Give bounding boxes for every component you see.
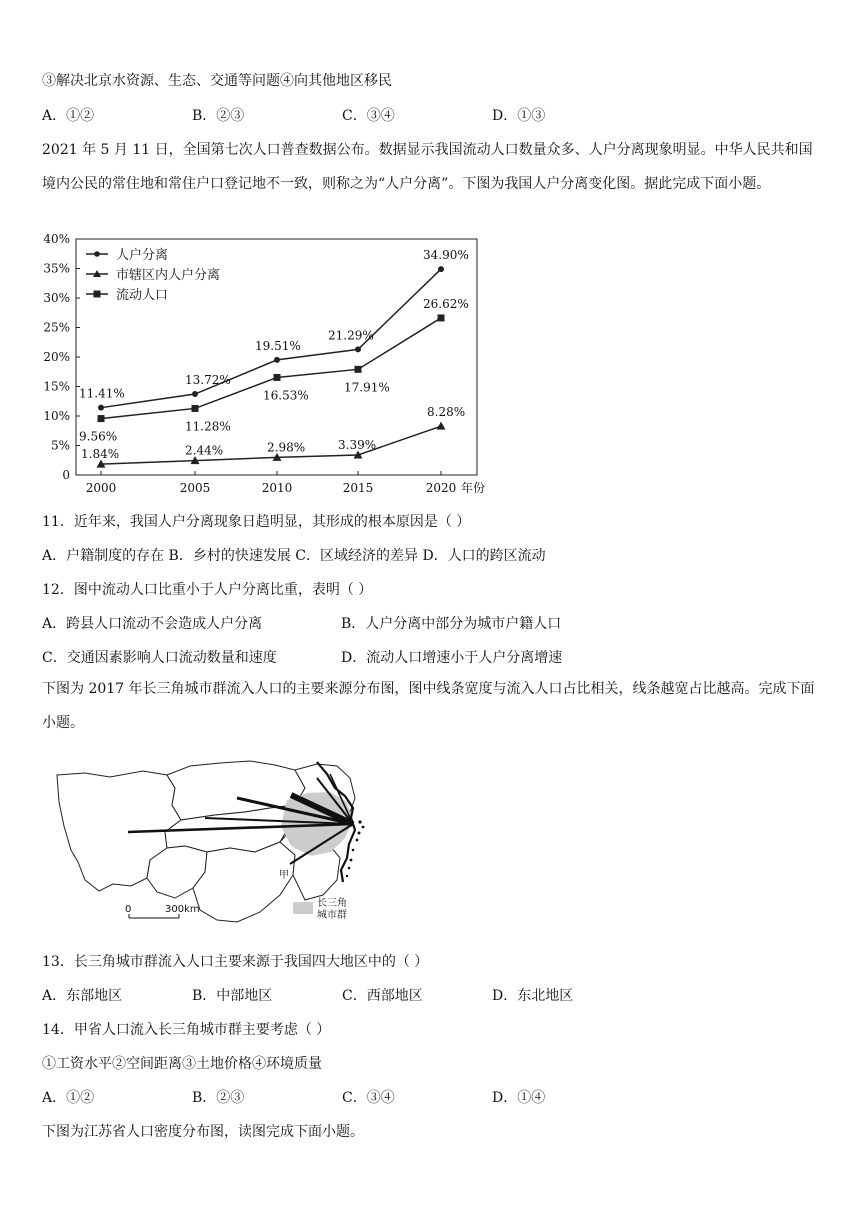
y-tick-label: 20%: [43, 350, 70, 364]
option-d[interactable]: D．①③: [492, 108, 546, 124]
data-label-separation: 34.90%: [423, 248, 469, 263]
question-10-items: ③解决北京水资源、生态、交通等问题④向其他地区移民: [42, 73, 392, 89]
map-outline-south-province: [193, 842, 295, 922]
legend: [86, 248, 220, 303]
legend-region-label-1: 长三角: [317, 898, 347, 909]
marker-separation: [355, 346, 361, 352]
marker-floating: [274, 374, 281, 381]
x-tick-label: 2000: [85, 481, 117, 494]
population-separation-chart: [40, 232, 510, 494]
y-axis: [43, 232, 80, 482]
legend-label-district-separation: 市辖区内人户分离: [116, 268, 221, 283]
x-axis: [86, 471, 485, 494]
option-a[interactable]: A．跨县人口流动不会造成人户分离: [42, 616, 263, 632]
y-tick-label: 25%: [43, 320, 70, 335]
option-b[interactable]: B．②③: [192, 108, 245, 124]
intro-paragraph-census: 2021 年 5 月 11 日，全国第七次人口普查数据公布。数据显示我国流动人口数量众多、人户分离现象明显。中华人民共和国境内公民的常住地和常住户口登记地不一致，则称之为“人户分离”。下图为我国人户分离变化图。据此完成下面小题。: [42, 142, 813, 192]
question-12-options-row2: [42, 647, 822, 667]
option-a[interactable]: A．①②: [42, 108, 95, 124]
question-14-items: ①工资水平②空间距离③土地价格④环境质量: [42, 1056, 322, 1072]
legend-label-separation: 人户分离: [116, 248, 169, 263]
data-label-floating: 17.91%: [344, 380, 390, 395]
x-axis-unit: 年份: [461, 481, 486, 494]
scale-zero-label: 0: [125, 904, 132, 915]
question-14: 14．甲省人口流入长三角城市群主要考虑（ ）: [42, 1022, 331, 1038]
data-label-floating: 9.56%: [79, 429, 118, 444]
question-10-options: [42, 105, 822, 125]
option-b[interactable]: B．人户分离中部分为城市户籍人口: [341, 616, 562, 632]
map-legend: [293, 896, 347, 921]
option-a[interactable]: A．东部地区: [42, 988, 123, 1004]
question-12-options-row1: [42, 613, 822, 633]
marker-floating: [98, 415, 105, 422]
y-tick-label: 10%: [43, 409, 70, 423]
question-14-options: [42, 1087, 822, 1107]
marker-separation: [98, 405, 104, 411]
question-11-options[interactable]: A．户籍制度的存在 B．乡村的快速发展 C．区域经济的差异 D．人口的跨区流动: [42, 548, 546, 564]
x-tick-label: 2015: [342, 481, 374, 494]
option-d[interactable]: D．东北地区: [492, 988, 574, 1004]
legend-circle-marker: [94, 251, 100, 257]
marker-floating: [355, 366, 362, 373]
y-tick-label: 15%: [43, 379, 70, 394]
marker-separation: [438, 266, 444, 272]
data-label-separation: 19.51%: [255, 338, 301, 353]
data-label-separation: 21.29%: [328, 328, 374, 343]
yangtze-delta-inflow-map: [55, 760, 385, 930]
question-12: 12．图中流动人口比重小于人户分离比重，表明（ ）: [42, 582, 373, 598]
option-c[interactable]: C．交通因素影响人口流动数量和速度: [42, 650, 277, 666]
scale-distance-label: 300km: [165, 904, 200, 915]
y-tick-label: 5%: [50, 438, 70, 453]
data-label-separation: 13.72%: [185, 373, 231, 388]
data-label-floating: 26.62%: [423, 296, 469, 311]
option-c[interactable]: C．西部地区: [342, 988, 423, 1004]
y-tick-label: 0: [62, 468, 70, 482]
option-a[interactable]: A．①②: [42, 1090, 95, 1106]
marker-district-separation: [437, 422, 446, 430]
intro-paragraph-yangtze: 下图为 2017 年长三角城市群流入人口的主要来源分布图，图中线条宽度与流入人口占比相关，线条越宽占比越高。完成下面小题。: [42, 681, 815, 731]
province-jia-label: 甲: [279, 870, 289, 881]
option-b[interactable]: B．②③: [192, 1090, 245, 1106]
y-tick-label: 30%: [43, 291, 70, 305]
legend-square-marker: [94, 291, 101, 298]
data-label-district-separation: 8.28%: [427, 405, 466, 420]
option-d[interactable]: D．①④: [492, 1090, 546, 1106]
marker-separation: [192, 391, 198, 397]
intro-paragraph-jiangsu: 下图为江苏省人口密度分布图，读图完成下面小题。: [42, 1124, 364, 1140]
data-label-floating: 11.28%: [185, 419, 231, 434]
scale-bar: [125, 904, 200, 918]
data-label-district-separation: 2.44%: [185, 443, 224, 458]
question-13-options: [42, 985, 822, 1005]
question-13: 13．长三角城市群流入人口主要来源于我国四大地区中的（ ）: [42, 954, 429, 970]
data-label-separation: 11.41%: [79, 386, 125, 401]
series-line-floating: [101, 318, 441, 419]
x-tick-label: 2020: [425, 481, 457, 494]
data-label-floating: 16.53%: [263, 388, 309, 403]
legend-region-label-2: 城市群: [317, 910, 347, 921]
option-b[interactable]: B．中部地区: [192, 988, 273, 1004]
question-11: 11．近年来，我国人户分离现象日趋明显，其形成的根本原因是（ ）: [42, 514, 471, 530]
marker-floating: [192, 405, 199, 412]
marker-separation: [274, 357, 280, 363]
data-label-district-separation: 1.84%: [81, 447, 120, 462]
y-tick-label: 35%: [43, 261, 70, 276]
x-tick-label: 2010: [261, 481, 293, 494]
x-tick-label: 2005: [179, 481, 211, 494]
option-c[interactable]: C．③④: [342, 108, 395, 124]
legend-region-swatch: [293, 902, 313, 914]
data-label-district-separation: 2.98%: [267, 440, 306, 455]
option-c[interactable]: C．③④: [342, 1090, 395, 1106]
data-label-district-separation: 3.39%: [338, 437, 377, 452]
legend-label-floating: 流动人口: [116, 288, 169, 303]
option-d[interactable]: D．流动人口增速小于人户分离增速: [341, 650, 563, 666]
marker-floating: [438, 314, 445, 321]
y-tick-label: 40%: [43, 232, 70, 246]
